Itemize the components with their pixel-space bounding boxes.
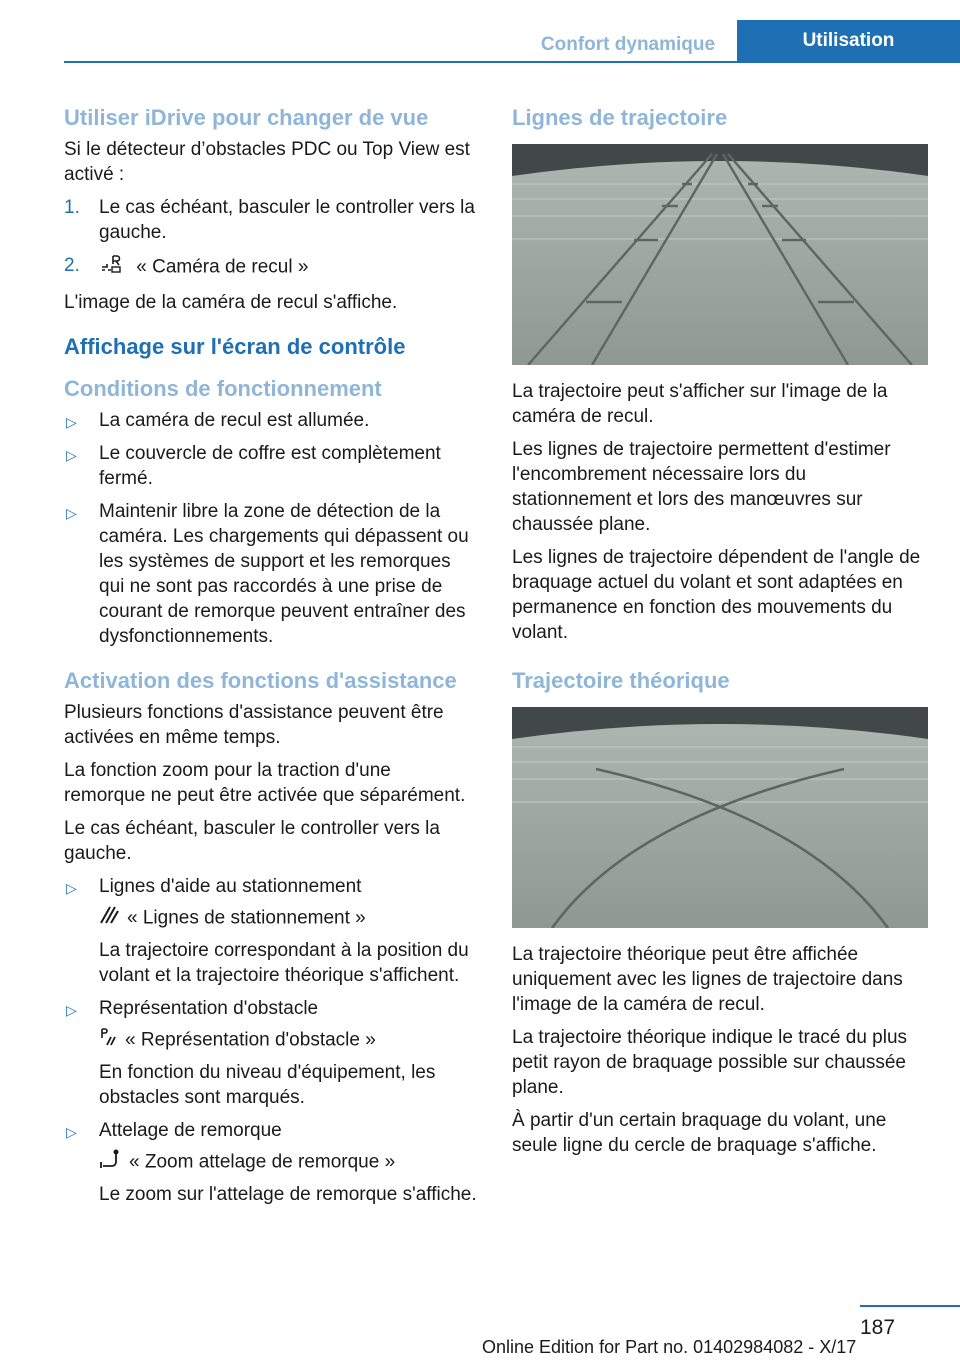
triangle-bullet-icon: ▷: [66, 505, 77, 521]
paragraph-activation-3: Le cas échéant, basculer le controller vers la gauche.: [64, 818, 440, 864]
paragraph-lines-3: Les lignes de trajectoire dépendent de l'angle de braquage actuel du volant et sont adaptées en permanence en fonction des mouvements du volant.: [512, 547, 921, 643]
paragraph-lines-2: Les lignes de trajectoire permettent d'estimer l'encombrement nécessaire lors du stationnement et lors des manœuvres sur chaussée plane.: [512, 439, 891, 535]
paragraph-activation-1: Plusieurs fonctions d'assistance peuvent être activées en même temps.: [64, 702, 444, 748]
paragraph-theory-3: À partir d'un certain braquage du volant, une seule ligne du cercle de braquage s'affiche.: [512, 1110, 887, 1156]
heading-lines: Lignes de trajectoire: [512, 105, 728, 130]
function-sub: « Représentation d'obstacle »: [99, 1027, 477, 1054]
paragraph-theory-2: La trajectoire théorique indique le tracé du plus petit rayon de braquage possible sur chaussée plane.: [512, 1027, 908, 1098]
heading-conditions: Conditions de fonctionnement: [64, 376, 382, 401]
heading-theory: Trajectoire théorique: [512, 668, 730, 693]
function-desc: En fonction du niveau d'équipement, les obstacles sont marqués.: [99, 1062, 436, 1108]
steps-list: [64, 195, 477, 282]
footer-edition: Online Edition for Part no. 01402984082 - X/17: [482, 1337, 857, 1357]
heading-activation: Activation des fonctions d'assistance: [64, 668, 457, 693]
heading-idrive: Utiliser iDrive pour changer de vue: [64, 105, 429, 130]
step-number: 1.: [64, 197, 80, 218]
condition-item: ▷ Maintenir libre la zone de détection de la caméra. Les chargements qui dépassent ou les systèmes de support et les remorques qui ne sont pas raccordés à une prise de courant de remorque peuvent entraîner des dysfonctionnements.: [66, 501, 469, 647]
function-title: Représentation d'obstacle: [99, 998, 319, 1019]
functions-list: [64, 874, 477, 1207]
paragraph-activation-2: La fonction zoom pour la traction d'une remorque ne peut être activée que séparément.: [64, 760, 466, 806]
step-number: 2.: [64, 255, 80, 276]
rear-camera-icon: [99, 253, 123, 282]
parking-lines-icon: [99, 905, 119, 932]
theoretical-trajectory-image: [512, 707, 928, 928]
step-text: Le cas échéant, basculer le controller vers la gauche.: [99, 197, 475, 243]
obstacle-icon: [99, 1027, 117, 1054]
header-divider: [64, 61, 960, 63]
triangle-bullet-icon: ▷: [66, 880, 77, 896]
function-desc: Le zoom sur l'attelage de remorque s'affiche.: [99, 1184, 477, 1205]
paragraph-theory-1: La trajectoire théorique peut être affichée uniquement avec les lignes de trajectoire dans l'image de la caméra de recul.: [512, 944, 903, 1015]
function-sub: « Lignes de stationnement »: [99, 905, 477, 932]
trajectory-lines-image: [512, 144, 928, 365]
footer-divider: [860, 1305, 960, 1307]
function-item: [64, 1118, 477, 1207]
function-sub: « Zoom attelage de remorque »: [99, 1149, 477, 1176]
triangle-bullet-icon: ▷: [66, 1124, 77, 1140]
function-title: Attelage de remorque: [99, 1120, 282, 1141]
header-section-title: Confort dynamique: [540, 33, 716, 55]
step-text: « Caméra de recul »: [136, 256, 309, 278]
paragraph-lines-1: La trajectoire peut s'afficher sur l'image de la caméra de recul.: [512, 381, 888, 427]
paragraph-image: L'image de la caméra de recul s'affiche.: [64, 292, 398, 313]
function-item: [64, 996, 477, 1110]
triangle-bullet-icon: ▷: [66, 447, 77, 463]
paragraph-idrive: Si le détecteur d’obstacles PDC ou Top View est activé :: [64, 139, 470, 185]
conditions-list: [64, 408, 477, 649]
trailer-hitch-icon: [99, 1149, 121, 1176]
page-number: 187: [860, 1316, 896, 1339]
condition-item: ▷ La caméra de recul est allumée.: [64, 408, 477, 433]
function-item: [64, 874, 477, 988]
header-tab-utilisation: Utilisation: [737, 20, 960, 62]
triangle-bullet-icon: ▷: [66, 1002, 77, 1018]
triangle-bullet-icon: ▷: [66, 414, 77, 430]
step-item: [64, 253, 477, 282]
condition-item: ▷ Le couvercle de coffre est complètement fermé.: [66, 443, 441, 489]
function-desc: La trajectoire correspondant à la position du volant et la trajectoire théorique s'affichent.: [99, 940, 469, 986]
right-column: [512, 104, 928, 1166]
left-column: [64, 104, 477, 1215]
function-title: Lignes d'aide au stationnement: [99, 876, 362, 897]
step-item: [64, 195, 477, 245]
heading-display: Affichage sur l'écran de contrôle: [64, 334, 406, 359]
